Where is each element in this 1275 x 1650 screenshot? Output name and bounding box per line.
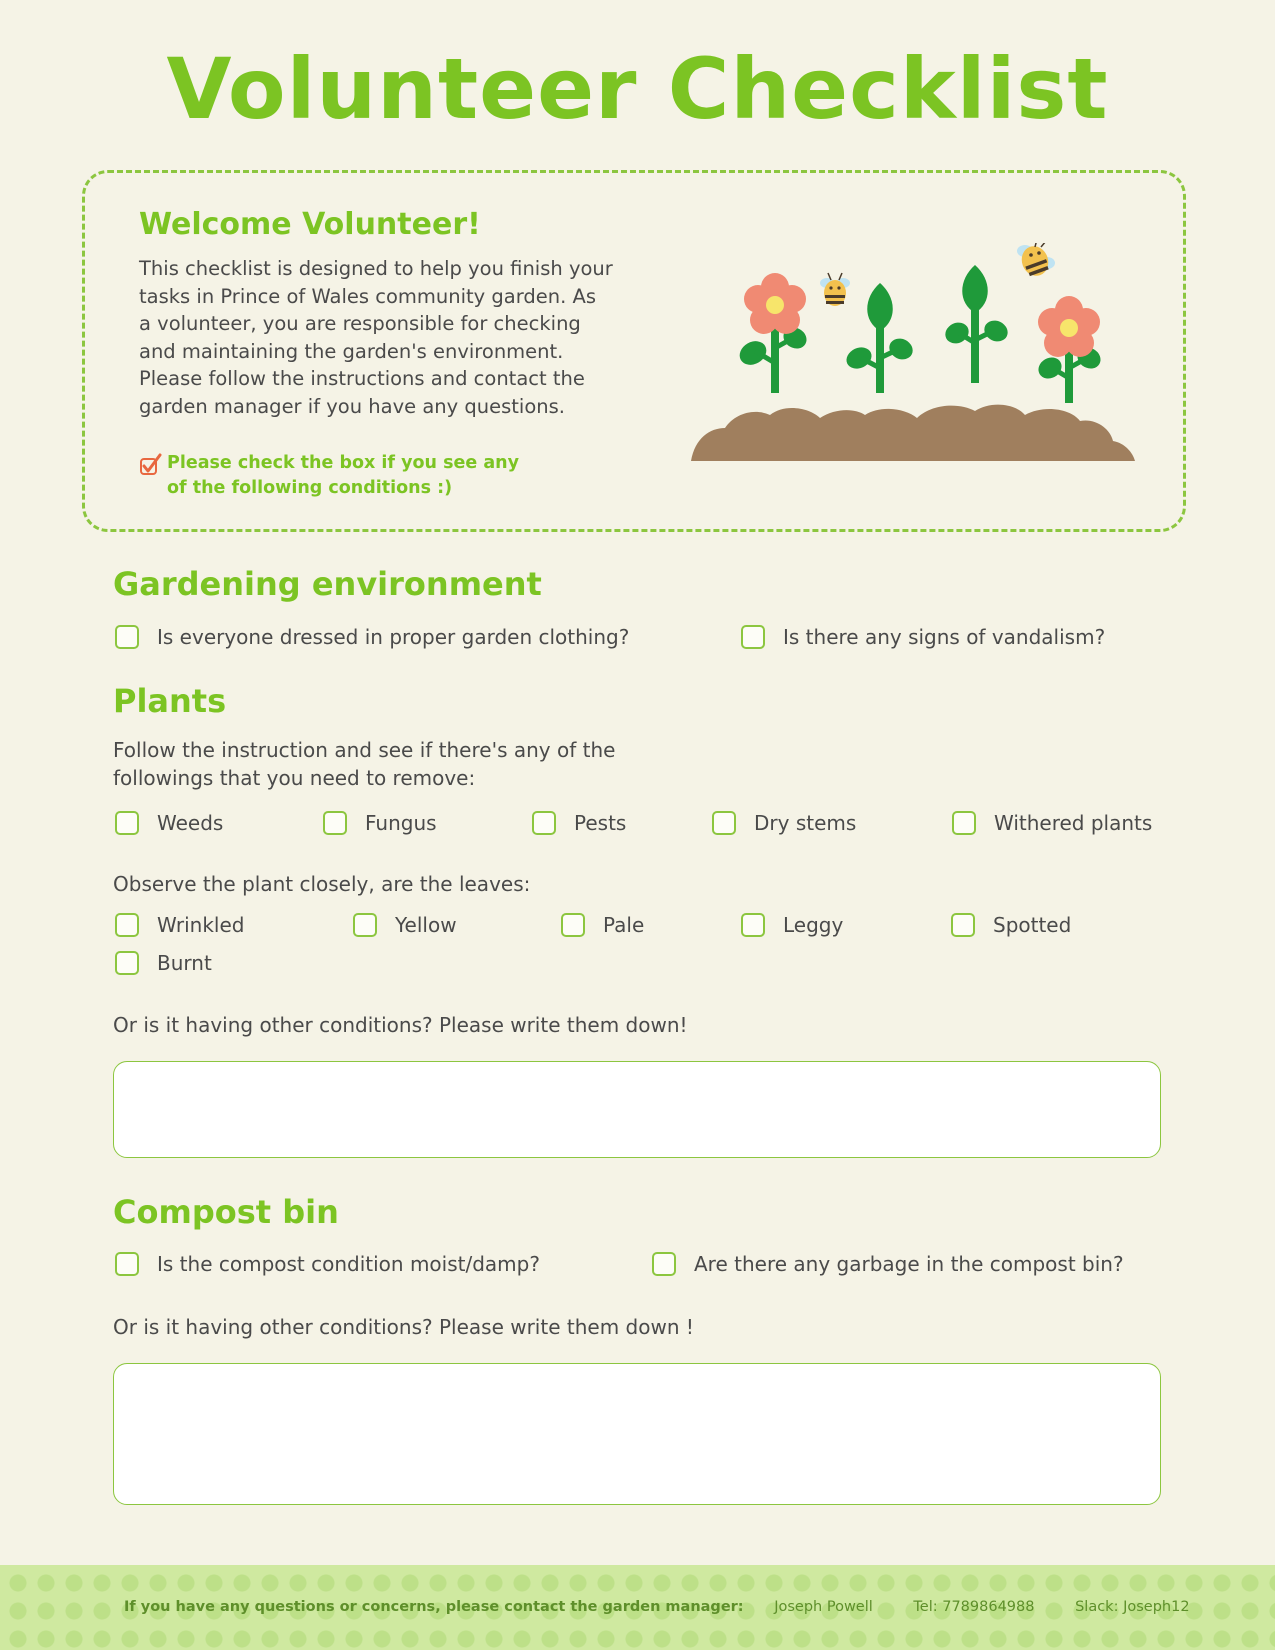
spotted-check[interactable] xyxy=(951,913,1071,937)
checkbox-label: Yellow xyxy=(395,913,457,937)
welcome-line: and maintaining the garden's environment. xyxy=(139,339,564,363)
checkbox[interactable] xyxy=(115,951,139,975)
checked-box-icon xyxy=(139,453,163,477)
compost-other-prompt: Or is it having other conditions? Please write them down ! xyxy=(113,1315,694,1339)
checkbox[interactable] xyxy=(712,811,736,835)
welcome-text xyxy=(139,255,659,420)
instruction-line: Follow the instruction and see if there's any of the xyxy=(113,738,616,762)
leggy-check[interactable] xyxy=(741,913,843,937)
checkbox-label: Are there any garbage in the compost bin? xyxy=(694,1252,1124,1276)
garden-illustration-icon xyxy=(685,243,1145,463)
weeds-check[interactable] xyxy=(115,811,223,835)
welcome-panel xyxy=(82,170,1186,532)
manager-slack: Slack: Joseph12 xyxy=(1075,1599,1190,1615)
manager-name: Joseph Powell xyxy=(774,1599,873,1615)
checkbox[interactable] xyxy=(561,913,585,937)
checkbox-label: Pests xyxy=(574,811,627,835)
checkbox-label: Dry stems xyxy=(754,811,857,835)
checkbox-label: Wrinkled xyxy=(157,913,245,937)
checkbox-label: Pale xyxy=(603,913,645,937)
footer-question: If you have any questions or concerns, please contact the garden manager: xyxy=(124,1599,744,1615)
footer xyxy=(0,1565,1275,1650)
gardening-heading: Gardening environment xyxy=(113,565,542,603)
checkbox[interactable] xyxy=(115,913,139,937)
checkbox[interactable] xyxy=(741,625,765,649)
welcome-line: tasks in Prince of Wales community garden. As xyxy=(139,284,597,308)
checkbox-label: Burnt xyxy=(157,951,212,975)
fungus-check[interactable] xyxy=(323,811,437,835)
burnt-check[interactable] xyxy=(115,951,212,975)
compost-heading: Compost bin xyxy=(113,1193,339,1231)
checkbox-label: Withered plants xyxy=(994,811,1153,835)
pale-check[interactable] xyxy=(561,913,644,937)
check-instruction xyxy=(139,451,567,501)
dry-stems-check[interactable] xyxy=(712,811,856,835)
checkbox[interactable] xyxy=(115,811,139,835)
pests-check[interactable] xyxy=(532,811,626,835)
checkbox[interactable] xyxy=(951,913,975,937)
checkbox[interactable] xyxy=(115,625,139,649)
checkbox[interactable] xyxy=(952,811,976,835)
compost-notes-input[interactable] xyxy=(113,1363,1161,1505)
welcome-line: a volunteer, you are responsible for checking xyxy=(139,312,581,335)
checkbox[interactable] xyxy=(652,1252,676,1276)
plants-instruction xyxy=(113,736,615,792)
checkbox-label: Is the compost condition moist/damp? xyxy=(157,1252,540,1276)
checkbox-label: Spotted xyxy=(993,913,1072,937)
checkbox-label: Is there any signs of vandalism? xyxy=(783,625,1106,649)
checkbox-label: Fungus xyxy=(365,811,437,835)
checkbox[interactable] xyxy=(323,811,347,835)
manager-tel: Tel: 7789864988 xyxy=(913,1599,1035,1615)
checkbox[interactable] xyxy=(115,1252,139,1276)
checkbox[interactable] xyxy=(741,913,765,937)
wrinkled-check[interactable] xyxy=(115,913,244,937)
instruction-line: followings that you need to remove: xyxy=(113,766,476,790)
plants-other-prompt: Or is it having other conditions? Please write them down! xyxy=(113,1013,688,1037)
checkbox[interactable] xyxy=(353,913,377,937)
plants-heading: Plants xyxy=(113,682,227,720)
contact-row xyxy=(124,1599,1226,1615)
plants-notes-input[interactable] xyxy=(113,1061,1161,1158)
yellow-check[interactable] xyxy=(353,913,457,937)
welcome-line: Please follow the instructions and contact the xyxy=(139,367,585,390)
leaves-prompt: Observe the plant closely, are the leaves: xyxy=(113,872,531,896)
checkbox[interactable] xyxy=(532,811,556,835)
checkbox-label: Leggy xyxy=(783,913,844,937)
note-line: of the following conditions :) xyxy=(167,478,453,498)
compost-moist-check[interactable] xyxy=(115,1252,540,1276)
note-line: Please check the box if you see any xyxy=(167,453,520,473)
welcome-line: This checklist is designed to help you finish your xyxy=(139,257,613,280)
checkbox-label: Is everyone dressed in proper garden clothing? xyxy=(157,625,630,649)
withered-plants-check[interactable] xyxy=(952,811,1152,835)
page-title: Volunteer Checklist xyxy=(166,40,1109,138)
welcome-line: garden manager if you have any questions. xyxy=(139,394,565,418)
vandalism-check[interactable] xyxy=(741,625,1105,649)
checkbox-label: Weeds xyxy=(157,811,224,835)
welcome-heading: Welcome Volunteer! xyxy=(139,207,481,242)
clothing-check[interactable] xyxy=(115,625,629,649)
compost-garbage-check[interactable] xyxy=(652,1252,1124,1276)
